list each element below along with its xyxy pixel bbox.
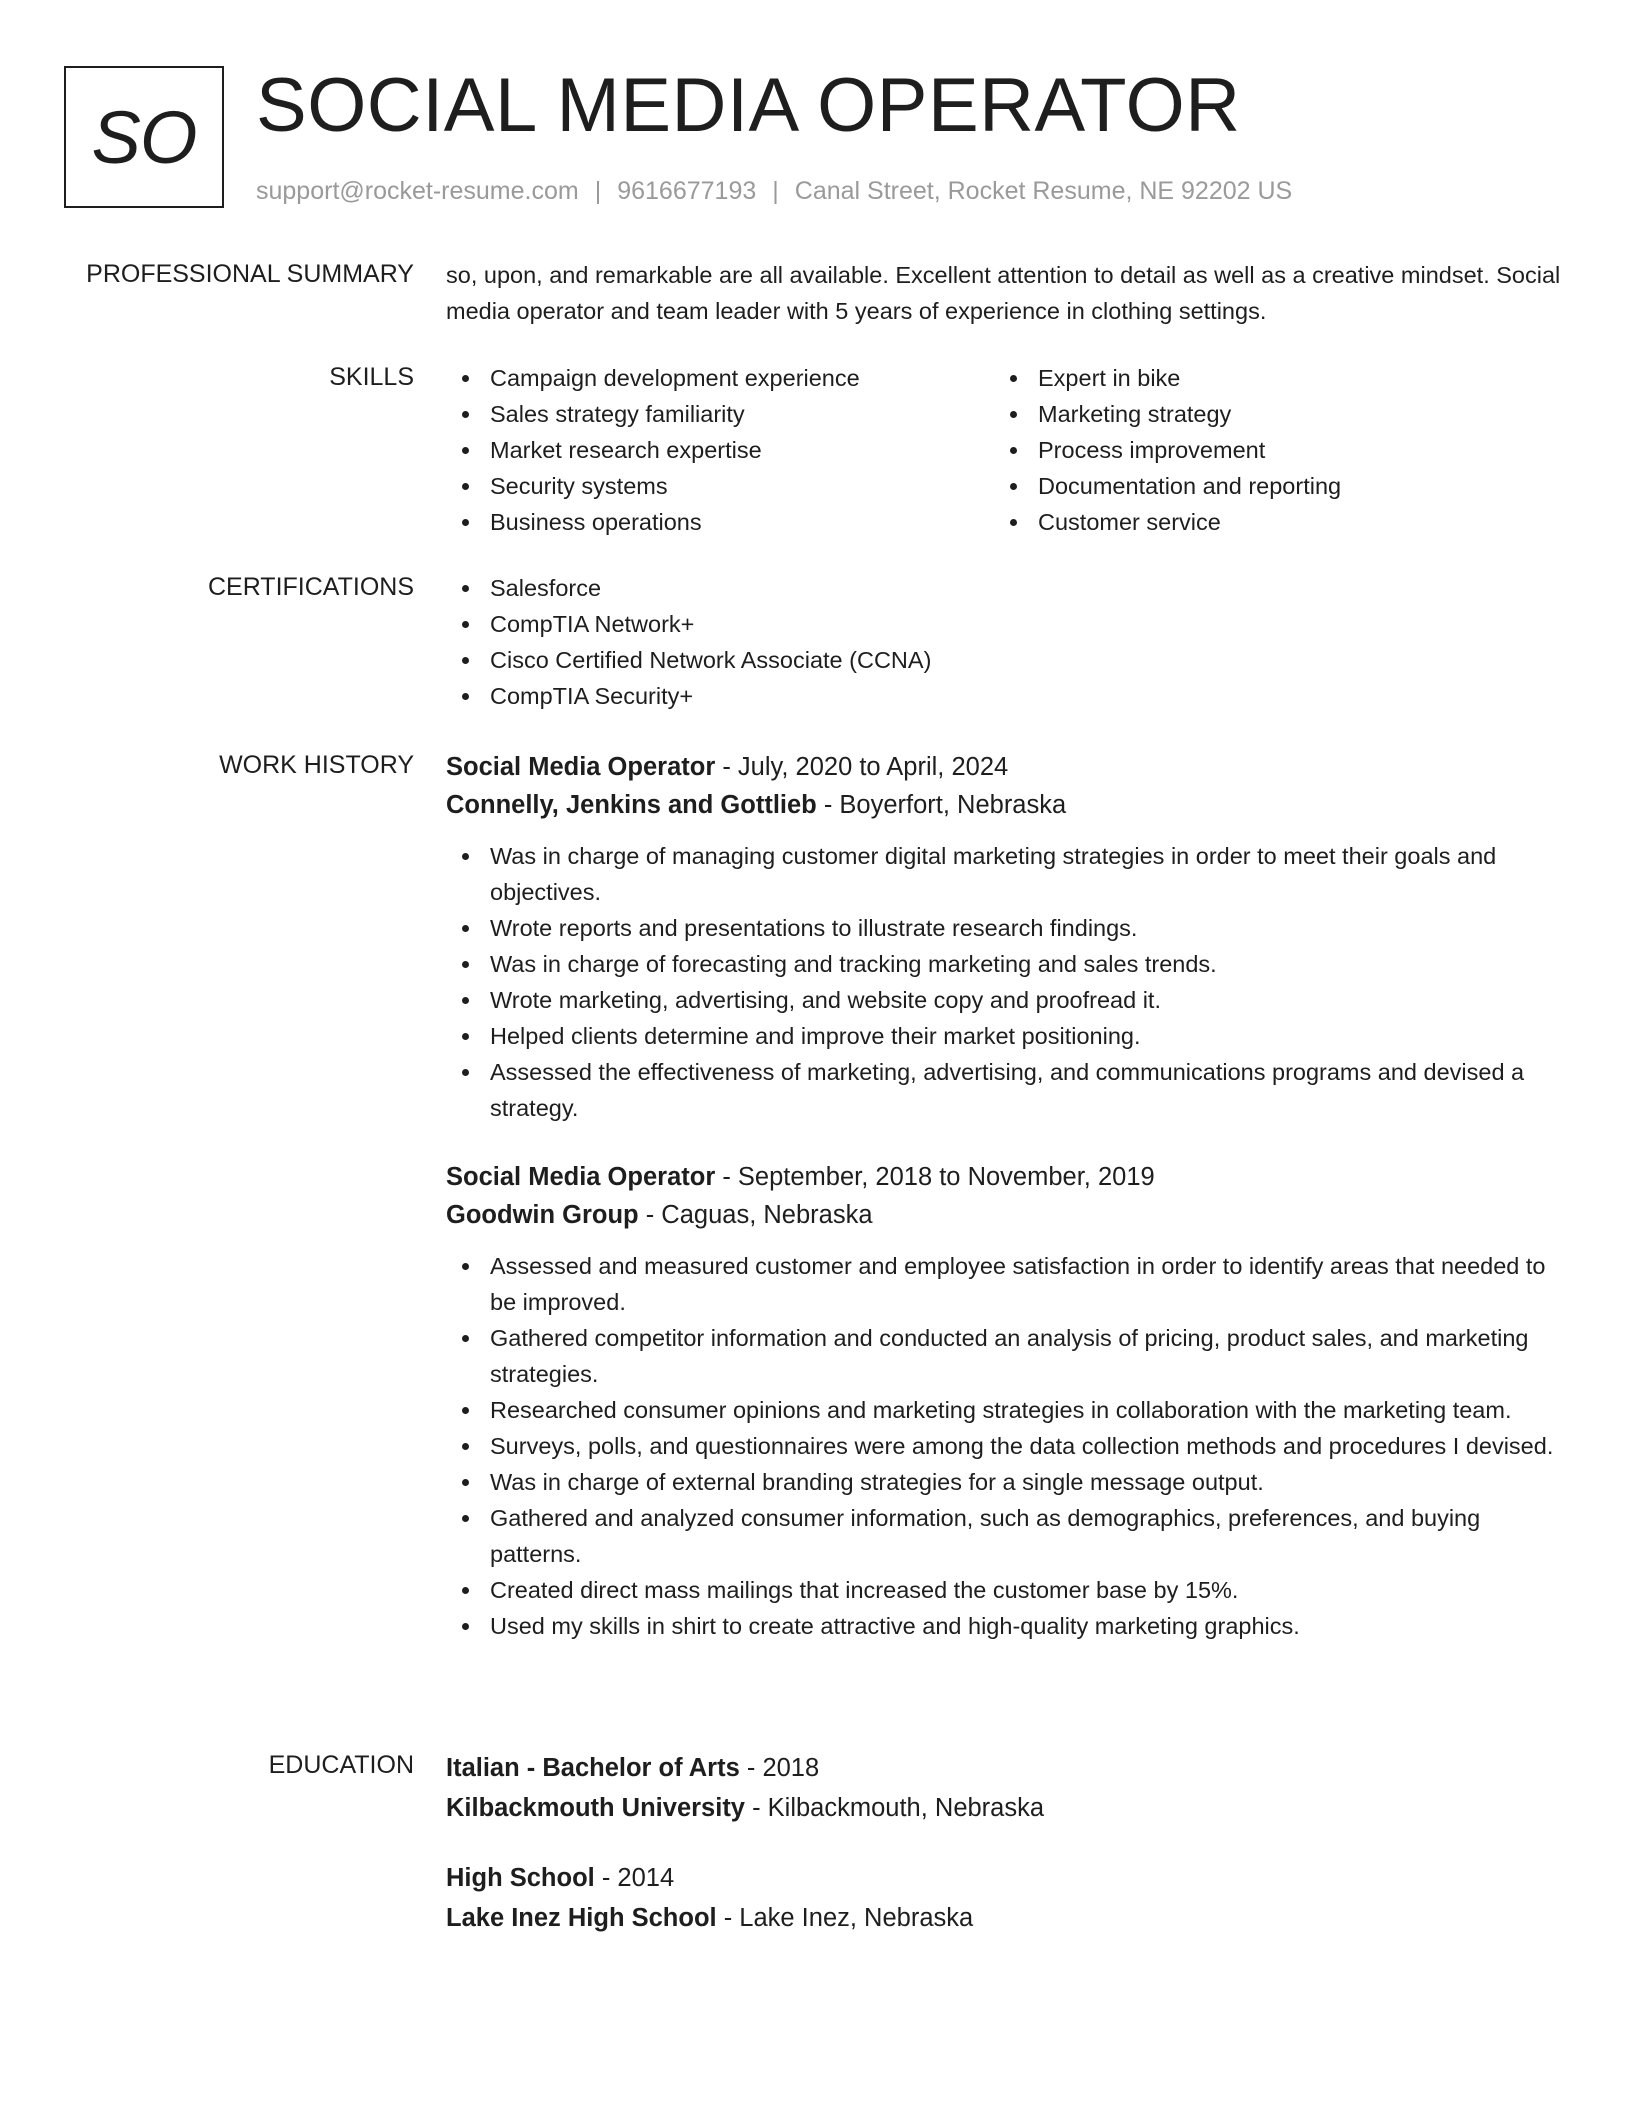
skill-item: Campaign development experience <box>446 360 994 396</box>
job-dates: - July, 2020 to April, 2024 <box>715 753 1009 781</box>
job-location: - Boyerfort, Nebraska <box>816 791 1067 819</box>
section-title-education: EDUCATION <box>268 1751 414 1779</box>
job-role: Social Media Operator <box>446 753 716 781</box>
contact-separator: | <box>594 177 602 205</box>
education-degree: Italian - Bachelor of Arts <box>446 1754 740 1782</box>
job-dates: - September, 2018 to November, 2019 <box>715 1163 1155 1191</box>
education-entry <box>446 1748 1566 1828</box>
job-duty: Researched consumer opinions and marketing strategies in collaboration with the marketing team. <box>446 1392 1566 1428</box>
job-company-line <box>446 1196 1566 1234</box>
job-duty: Was in charge of external branding strategies for a single message output. <box>446 1464 1566 1500</box>
job-duty: Gathered competitor information and conducted an analysis of pricing, product sales, and marketing strategies. <box>446 1320 1566 1392</box>
resume-name: SOCIAL MEDIA OPERATOR <box>256 63 1241 148</box>
education-entry <box>446 1858 1566 1938</box>
skill-item: Documentation and reporting <box>994 468 1542 504</box>
job-company-line <box>446 786 1566 824</box>
skill-item: Marketing strategy <box>994 396 1542 432</box>
job-entry <box>446 748 1566 1126</box>
skills-grid <box>446 360 1566 540</box>
job-duty: Wrote reports and presentations to illustrate research findings. <box>446 910 1566 946</box>
section-title-work: WORK HISTORY <box>219 751 414 779</box>
section-title-skills: SKILLS <box>329 363 414 391</box>
job-duty: Helped clients determine and improve their market positioning. <box>446 1018 1566 1054</box>
certification-item: Salesforce <box>446 570 1566 606</box>
certification-item: CompTIA Network+ <box>446 606 1566 642</box>
skill-item: Expert in bike <box>994 360 1542 396</box>
monogram-box: SO <box>64 66 224 208</box>
education-year: - 2014 <box>594 1864 675 1892</box>
skill-item: Process improvement <box>994 432 1542 468</box>
education-degree: High School <box>446 1864 595 1892</box>
skills-list-right <box>994 360 1542 540</box>
job-duty: Assessed the effectiveness of marketing, advertising, and communications programs and devised a strategy. <box>446 1054 1566 1126</box>
job-duties <box>446 1248 1566 1644</box>
certification-item: CompTIA Security+ <box>446 678 1566 714</box>
education-degree-line <box>446 1858 1566 1898</box>
job-title-line <box>446 748 1566 786</box>
contact-line <box>256 176 1292 206</box>
job-company: Connelly, Jenkins and Gottlieb <box>446 791 817 819</box>
job-title-line <box>446 1158 1566 1196</box>
skill-item: Customer service <box>994 504 1542 540</box>
education-school: Lake Inez High School <box>446 1904 717 1932</box>
job-location: - Caguas, Nebraska <box>638 1201 873 1229</box>
job-duty: Was in charge of forecasting and tracking marketing and sales trends. <box>446 946 1566 982</box>
job-company: Goodwin Group <box>446 1201 639 1229</box>
section-title-certifications: CERTIFICATIONS <box>207 573 414 601</box>
job-duty: Was in charge of managing customer digital marketing strategies in order to meet their goals and objectives. <box>446 838 1566 910</box>
certification-item: Cisco Certified Network Associate (CCNA) <box>446 642 1566 678</box>
skills-list-left <box>446 360 994 540</box>
job-duty: Gathered and analyzed consumer information, such as demographics, preferences, and buying patterns. <box>446 1500 1566 1572</box>
contact-phone: 9616677193 <box>617 177 757 205</box>
job-duty: Created direct mass mailings that increased the customer base by 15%. <box>446 1572 1566 1608</box>
skill-item: Business operations <box>446 504 994 540</box>
certifications-body <box>446 570 1566 714</box>
education-body <box>446 1748 1566 1938</box>
section-title-summary: PROFESSIONAL SUMMARY <box>86 260 414 288</box>
work-body <box>446 748 1566 1644</box>
education-location: - Kilbackmouth, Nebraska <box>745 1794 1045 1822</box>
job-duty: Assessed and measured customer and employee satisfaction in order to identify areas that needed to be improved. <box>446 1248 1566 1320</box>
job-duty: Wrote marketing, advertising, and website copy and proofread it. <box>446 982 1566 1018</box>
job-role: Social Media Operator <box>446 1163 716 1191</box>
job-duties <box>446 838 1566 1126</box>
education-degree-line <box>446 1748 1566 1788</box>
contact-email: support@rocket-resume.com <box>256 177 579 205</box>
education-year: - 2018 <box>739 1754 820 1782</box>
education-location: - Lake Inez, Nebraska <box>716 1904 974 1932</box>
resume-header <box>64 64 1564 214</box>
education-school: Kilbackmouth University <box>446 1794 745 1822</box>
education-school-line <box>446 1898 1566 1938</box>
summary-text: so, upon, and remarkable are all available. Excellent attention to detail as well as a creative mindset. Social media operator and team leader with 5 years of experience in clothing settings. <box>446 262 1561 324</box>
job-duty: Used my skills in shirt to create attractive and high-quality marketing graphics. <box>446 1608 1566 1644</box>
skill-item: Sales strategy familiarity <box>446 396 994 432</box>
skill-item: Market research expertise <box>446 432 994 468</box>
job-duty: Surveys, polls, and questionnaires were among the data collection methods and procedures I devised. <box>446 1428 1566 1464</box>
skill-item: Security systems <box>446 468 994 504</box>
contact-separator: | <box>772 177 779 205</box>
contact-address: Canal Street, Rocket Resume, NE 92202 US <box>794 177 1293 205</box>
certifications-list <box>446 570 1566 714</box>
job-entry <box>446 1158 1566 1644</box>
education-school-line <box>446 1788 1566 1828</box>
